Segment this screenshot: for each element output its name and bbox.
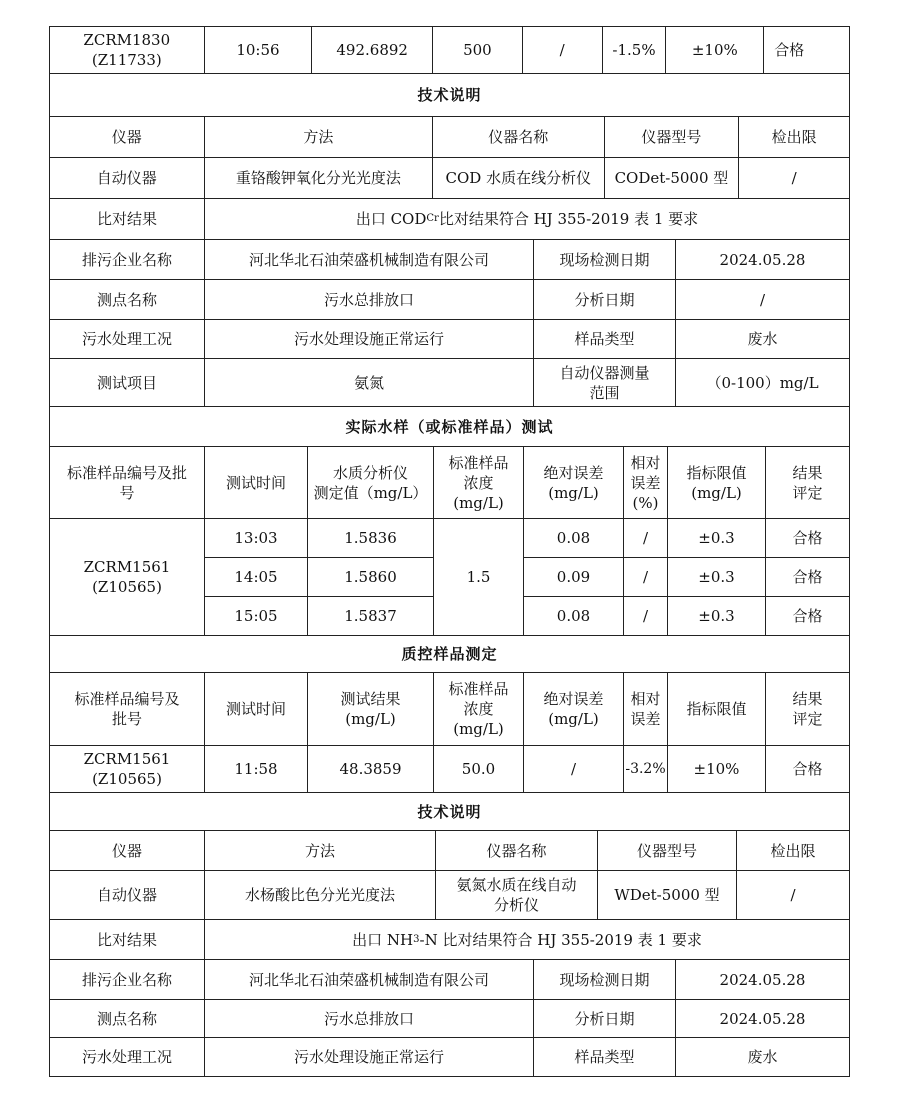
actual-h-rel-err: 相对 误差 (%) (624, 447, 668, 518)
info1-point: 污水总排放口 (205, 280, 534, 319)
table-row (205, 558, 433, 597)
actual-rel-err: / (624, 519, 668, 557)
compare1-text: 出口 COD Cr 比对结果符合 HJ 355-2019 表 1 要求 (355, 210, 699, 228)
tech2-v-model: WDet-5000 型 (598, 871, 737, 919)
tech1-header-row (49, 117, 850, 158)
cod-qc-abs-err: / (523, 27, 603, 73)
qc-title-row (49, 636, 850, 673)
table-row (205, 519, 433, 558)
actual-error-stack (524, 519, 849, 635)
tech1-h-detection: 检出限 (771, 128, 817, 146)
info2-treatment: 污水处理设施正常运行 (205, 1038, 534, 1076)
actual-header-row (49, 447, 850, 519)
cod-qc-rel-err: -1.5% (603, 27, 667, 73)
actual-abs-err: 0.08 (524, 597, 624, 635)
actual-time: 14:05 (205, 558, 308, 596)
info2-field-date-label: 现场检测日期 (534, 960, 676, 999)
qc-time: 11:58 (205, 746, 308, 792)
info1-analysis-date-label: 分析日期 (534, 280, 676, 319)
actual-time-value-stack (205, 519, 434, 635)
report-table (49, 26, 850, 1077)
actual-h-limit: 指标限值 (mg/L) (668, 447, 766, 518)
qc-std-conc: 50.0 (434, 746, 524, 792)
actual-h-abs-err: 绝对误差 (mg/L) (524, 447, 624, 518)
cod-qc-sample: ZCRM1830 (Z11733) (50, 27, 205, 73)
qc-h-sample: 标准样品编号及 批号 (50, 673, 205, 745)
info1-range-label: 自动仪器测量 范围 (534, 359, 676, 406)
section-title: 实际水样（或标准样品）测试 (345, 417, 554, 436)
actual-verdict: 合格 (792, 607, 823, 625)
tech2-title-row (49, 793, 850, 831)
tech2-h-method: 方法 (205, 831, 436, 870)
qc-h-abs-err: 绝对误差 (mg/L) (524, 673, 624, 745)
tech2-v-method: 水杨酸比色分光光度法 (205, 871, 436, 919)
compare1-row (49, 199, 850, 240)
tech1-v-method: 重铬酸钾氧化分光光度法 (205, 158, 433, 198)
tech2-header-row (49, 831, 850, 871)
section-title: 技术说明 (417, 802, 482, 821)
cod-qc-std-conc: 500 (433, 27, 523, 73)
info2-treatment-label: 污水处理工况 (50, 1038, 205, 1076)
compare2-label: 比对结果 (50, 920, 205, 959)
cod-qc-time: 10:56 (205, 27, 313, 73)
info2-sample-type-label: 样品类型 (534, 1038, 676, 1076)
actual-rel-err: / (624, 558, 668, 596)
actual-rel-err: / (624, 597, 668, 635)
cod-qc-verdict: 合格 (774, 41, 805, 59)
info1-company: 河北华北石油荣盛机械制造有限公司 (205, 240, 534, 279)
cod-qc-result: 492.6892 (312, 27, 433, 73)
tech2-value-row (49, 871, 850, 920)
info2-company-label: 排污企业名称 (50, 960, 205, 999)
tech2-h-instrument: 仪器 (50, 831, 205, 870)
info2-field-date: 2024.05.28 (719, 970, 806, 989)
tech2-h-name: 仪器名称 (436, 831, 598, 870)
section-title: 质控样品测定 (401, 645, 498, 663)
tech1-h-model: 仪器型号 (605, 117, 740, 157)
actual-value: 1.5860 (344, 568, 397, 586)
actual-std-conc: 1.5 (434, 519, 524, 635)
qc-data-row (49, 746, 850, 793)
compare2-row (49, 920, 850, 960)
info2-analysis-date-label: 分析日期 (534, 1000, 676, 1037)
cod-qc-limit: ±10% (666, 27, 764, 73)
actual-limit: ±0.3 (668, 519, 766, 557)
qc-rel-err: -3.2% (624, 746, 668, 792)
info2-point-row (49, 1000, 850, 1038)
qc-h-limit: 指标限值 (668, 673, 766, 745)
qc-h-std-conc: 标准样品 浓度 (mg/L) (434, 673, 524, 745)
tech1-value-row (49, 158, 850, 199)
info1-item-label: 测试项目 (50, 359, 205, 406)
info1-item: 氨氮 (205, 359, 534, 406)
info1-point-label: 测点名称 (50, 280, 205, 319)
tech1-h-method: 方法 (205, 117, 433, 157)
compare2-text: 出口 NH 3 -N 比对结果符合 HJ 355-2019 表 1 要求 (352, 930, 702, 949)
tech2-v-name: 氨氮水质在线自动 分析仪 (436, 871, 598, 919)
info1-company-label: 排污企业名称 (50, 240, 205, 279)
info1-item-row (49, 359, 850, 407)
actual-abs-err: 0.08 (524, 519, 624, 557)
info1-field-date-label: 现场检测日期 (534, 240, 676, 279)
section-title: 技术说明 (417, 86, 482, 104)
info1-treatment-row (49, 320, 850, 359)
tech1-v-detection: / (791, 169, 797, 187)
info1-treatment: 污水处理设施正常运行 (205, 320, 534, 358)
qc-sample: ZCRM1561 (Z10565) (50, 746, 205, 792)
actual-limit: ±0.3 (668, 558, 766, 596)
actual-time: 15:05 (205, 597, 308, 635)
tech2-v-instrument: 自动仪器 (50, 871, 205, 919)
actual-h-std-conc: 标准样品 浓度 (mg/L) (434, 447, 524, 518)
actual-title-row (49, 407, 850, 447)
info1-sample-type-label: 样品类型 (534, 320, 676, 358)
qc-header-row (49, 673, 850, 746)
actual-data-block (49, 519, 850, 636)
info1-analysis-date: / (759, 290, 766, 309)
qc-abs-err: / (524, 746, 624, 792)
actual-verdict: 合格 (792, 529, 823, 547)
actual-value: 1.5837 (344, 607, 397, 625)
tech1-title-row (49, 74, 850, 117)
qc-h-verdict: 结果 评定 (792, 690, 823, 728)
tech2-h-detection: 检出限 (770, 841, 816, 860)
info2-company: 河北华北石油荣盛机械制造有限公司 (205, 960, 534, 999)
table-row (524, 597, 849, 635)
qc-limit: ±10% (668, 746, 766, 792)
actual-time: 13:03 (205, 519, 308, 557)
actual-abs-err: 0.09 (524, 558, 624, 596)
tech1-v-model: CODet-5000 型 (605, 158, 740, 198)
tech1-h-name: 仪器名称 (433, 117, 605, 157)
qc-verdict: 合格 (792, 760, 823, 778)
actual-sample: ZCRM1561 (Z10565) (50, 519, 205, 635)
tech2-v-detection: / (790, 886, 796, 904)
info1-company-row (49, 240, 850, 280)
info1-treatment-label: 污水处理工况 (50, 320, 205, 358)
tech1-v-instrument: 自动仪器 (50, 158, 205, 198)
info1-sample-type: 废水 (747, 330, 778, 348)
cod-qc-row (49, 26, 850, 74)
info2-treatment-row (49, 1038, 850, 1077)
tech1-v-name: COD 水质在线分析仪 (433, 158, 605, 198)
table-row (524, 519, 849, 558)
actual-verdict: 合格 (792, 568, 823, 586)
table-row (524, 558, 849, 597)
info1-field-date: 2024.05.28 (719, 250, 806, 269)
qc-result: 48.3859 (308, 746, 434, 792)
info2-sample-type: 废水 (747, 1048, 778, 1066)
actual-value: 1.5836 (344, 529, 397, 547)
info2-analysis-date: 2024.05.28 (719, 1009, 806, 1028)
actual-h-sample: 标准样品编号及批 号 (50, 447, 205, 518)
actual-h-time: 测试时间 (205, 447, 308, 518)
actual-limit: ±0.3 (668, 597, 766, 635)
info2-company-row (49, 960, 850, 1000)
info2-point-label: 测点名称 (50, 1000, 205, 1037)
qc-h-rel-err: 相对 误差 (624, 673, 668, 745)
qc-h-result: 测试结果 (mg/L) (308, 673, 434, 745)
qc-h-time: 测试时间 (205, 673, 308, 745)
actual-h-value: 水质分析仪 测定值（mg/L） (308, 447, 434, 518)
info1-range: （0-100）mg/L (706, 373, 819, 392)
table-row (205, 597, 433, 635)
compare1-label: 比对结果 (50, 199, 205, 239)
info2-point: 污水总排放口 (205, 1000, 534, 1037)
tech1-h-instrument: 仪器 (50, 117, 205, 157)
actual-h-verdict: 结果 评定 (792, 463, 823, 502)
info1-point-row (49, 280, 850, 320)
tech2-h-model: 仪器型号 (598, 831, 737, 870)
